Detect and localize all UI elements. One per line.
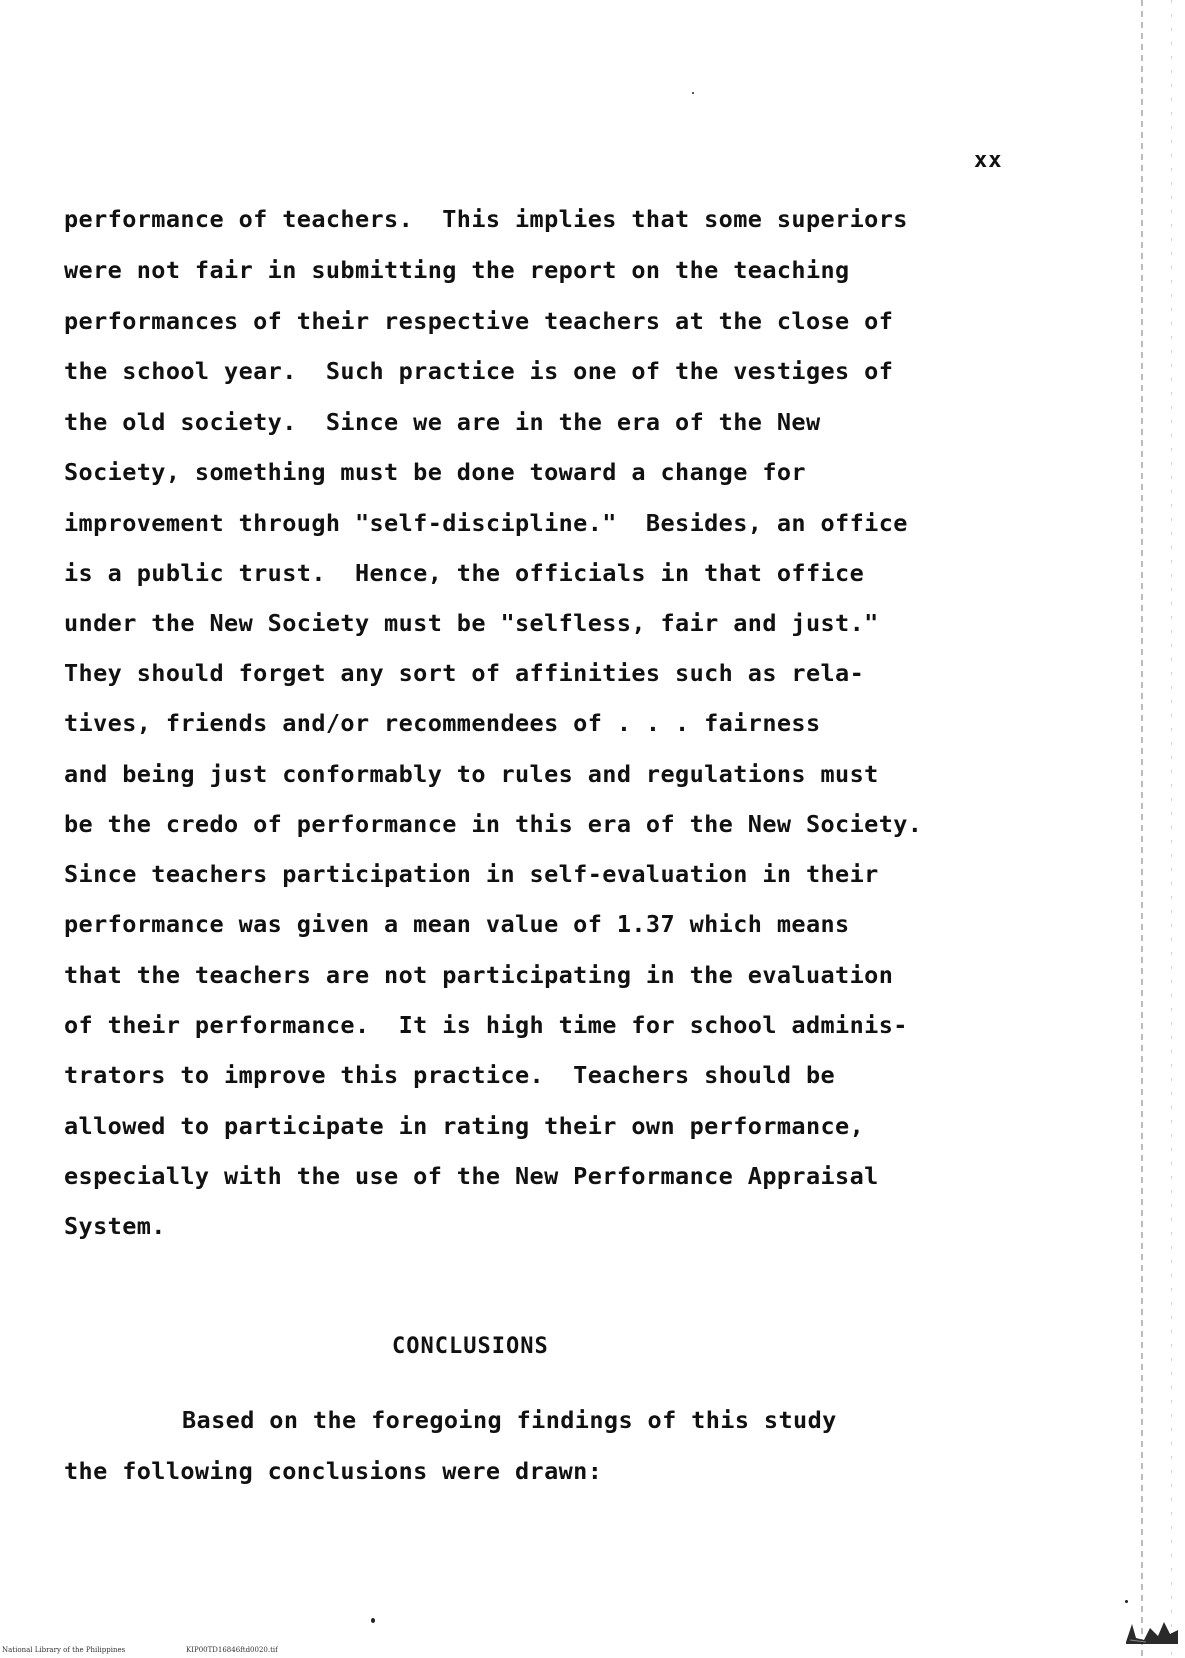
page-number: xx bbox=[974, 148, 1003, 173]
scan-speck bbox=[692, 92, 694, 94]
scan-speck bbox=[371, 1618, 375, 1623]
body-line: System. bbox=[64, 1212, 166, 1240]
scan-speck bbox=[1125, 1600, 1128, 1603]
body-line: performance was given a mean value of 1.37 which means bbox=[64, 910, 850, 938]
section-heading: CONCLUSIONS bbox=[392, 1334, 549, 1359]
scan-corner-mark bbox=[1124, 1618, 1180, 1644]
body-line: is a public trust. Hence, the officials in that office bbox=[64, 559, 865, 587]
scan-edge-line-faint bbox=[1171, 0, 1172, 1658]
body-line: Society, something must be done toward a change for bbox=[64, 458, 806, 486]
footer-file-name: KIP00TD16846ftd0020.tif bbox=[186, 1646, 278, 1654]
body-line: the old society. Since we are in the era of the New bbox=[64, 408, 821, 436]
footer-credit: National Library of the Philippines bbox=[2, 1646, 126, 1654]
body-line: allowed to participate in rating their own performance, bbox=[64, 1112, 865, 1140]
body-line: were not fair in submitting the report on the teaching bbox=[64, 256, 850, 284]
body-line: performance of teachers. This implies that some superiors bbox=[64, 205, 908, 233]
body-line: They should forget any sort of affinities such as rela- bbox=[64, 659, 865, 687]
body-line: of their performance. It is high time for school adminis- bbox=[64, 1011, 908, 1039]
body-line: especially with the use of the New Performance Appraisal bbox=[64, 1162, 879, 1190]
body-line: be the credo of performance in this era of the New Society. bbox=[64, 810, 923, 838]
body-line: Since teachers participation in self-evaluation in their bbox=[64, 860, 879, 888]
scan-edge-line bbox=[1141, 0, 1143, 1658]
section-intro-line: Based on the foregoing findings of this study bbox=[182, 1406, 837, 1434]
body-line: under the New Society must be "selfless, fair and just." bbox=[64, 609, 879, 637]
body-line: improvement through "self-discipline." Besides, an office bbox=[64, 509, 908, 537]
section-intro-line: the following conclusions were drawn: bbox=[64, 1457, 603, 1485]
body-line: that the teachers are not participating in the evaluation bbox=[64, 961, 894, 989]
body-line: and being just conformably to rules and regulations must bbox=[64, 760, 879, 788]
body-line: the school year. Such practice is one of the vestiges of bbox=[64, 357, 894, 385]
body-line: trators to improve this practice. Teachers should be bbox=[64, 1061, 836, 1089]
body-line: performances of their respective teachers at the close of bbox=[64, 307, 894, 335]
body-line: tives, friends and/or recommendees of . . . fairness bbox=[64, 709, 821, 737]
